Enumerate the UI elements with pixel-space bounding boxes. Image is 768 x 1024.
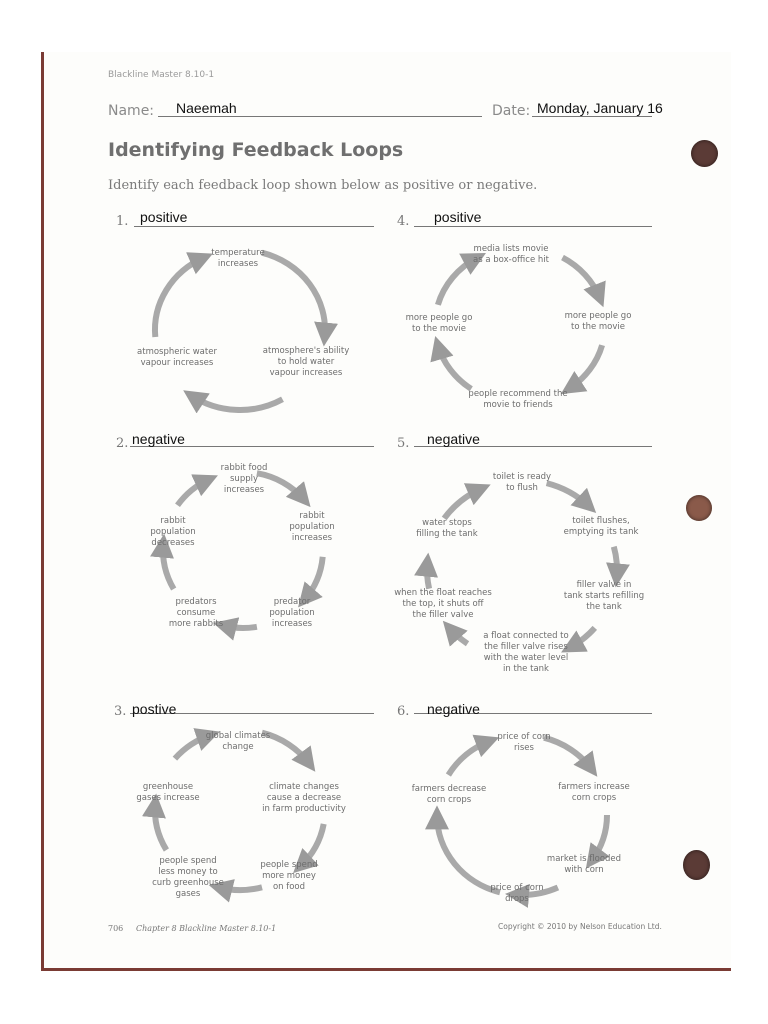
name-label: Name:	[108, 103, 155, 119]
loop-5-step-3: filler valve in tank starts refilling the tank	[563, 580, 645, 612]
loop-1-arrow-2	[191, 396, 282, 411]
loop-5-step-5: when the float reaches the top, it shuts off the filler valve	[394, 588, 492, 620]
loop-4-answer[interactable]: positive	[434, 209, 482, 225]
page-title: Identifying Feedback Loops	[108, 139, 404, 161]
loop-4-step-3: people recommend the movie to friends	[468, 389, 568, 410]
loop-6-step-2: farmers increase corn crops	[558, 782, 630, 803]
loop-2-step-5: rabbit population decreases	[150, 516, 196, 548]
name-value[interactable]: Naeemah	[176, 100, 237, 116]
loop-4-step-1: media lists movie as a box-office hit	[473, 244, 549, 265]
loop-6-step-1: price of corn rises	[497, 732, 551, 753]
loop-6-step-5: farmers decrease corn crops	[411, 784, 487, 805]
loop-5-step-1: toilet is ready to flush	[492, 472, 552, 493]
loop-5-answer[interactable]: negative	[427, 431, 480, 447]
loop-5-arrow-5	[427, 562, 429, 589]
loop-3-step-1: global climates change	[205, 731, 271, 752]
date-label: Date:	[492, 103, 531, 119]
loop-4-arrow-1	[563, 258, 600, 299]
loop-6-answer[interactable]: negative	[427, 701, 480, 717]
loop-2-step-1: rabbit food supply increases	[220, 463, 268, 495]
loop-2-step-2: rabbit population increases	[289, 511, 335, 543]
series-label: Blackline Master 8.10-1	[108, 70, 215, 80]
loop-2-answer[interactable]: negative	[132, 431, 185, 447]
footer-copyright: Copyright © 2010 by Nelson Education Ltd.	[498, 922, 662, 931]
loop-5-step-2: toilet flushes, emptying its tank	[563, 516, 639, 537]
loop-5-step-6: water stops filling the tank	[416, 518, 478, 539]
loop-4-arrow-2	[569, 345, 602, 389]
loop-3-arrow-4	[155, 803, 166, 850]
loop-3-step-2: climate changes cause a decrease in farm productivity	[262, 782, 346, 814]
loop-2-arrow-5	[178, 479, 210, 505]
loop-4-step-4: more people go to the movie	[405, 313, 473, 334]
loop-5-step-4: a float connected to the filler valve rises with the water level in the tank	[483, 631, 569, 674]
loop-1-step-2: atmosphere's ability to hold water vapour increases	[262, 346, 350, 378]
loop-3-step-5: greenhouse gases increase	[136, 782, 200, 803]
footer-page-number: 706	[108, 924, 124, 933]
loop-5-arrow-4	[449, 628, 467, 644]
loop-1-number: 1.	[116, 214, 129, 229]
loop-2-arrow-2	[304, 557, 322, 600]
loop-1-answer[interactable]: positive	[140, 209, 188, 225]
loop-3-step-3: people spend more money on food	[260, 860, 318, 892]
loop-5-arrow-6	[444, 488, 482, 518]
loop-2-number: 2.	[116, 436, 129, 451]
loop-6-arrow-4	[437, 815, 500, 892]
loop-4-step-2: more people go to the movie	[564, 311, 632, 332]
instructions: Identify each feedback loop shown below as positive or negative.	[108, 178, 538, 193]
loop-3-step-4: people spend less money to curb greenhouse gases	[152, 856, 224, 899]
loop-1-step-3: atmospheric water vapour increases	[137, 347, 217, 368]
loop-3-number: 3.	[114, 704, 127, 719]
loop-3-answer[interactable]: postive	[132, 701, 177, 717]
loop-6-number: 6.	[397, 704, 410, 719]
loop-1-arrow-3	[155, 258, 204, 338]
loop-6-step-4: price of corn drops	[490, 883, 544, 904]
loop-2-arrow-4	[163, 543, 174, 589]
loop-4-arrow-3	[438, 345, 471, 389]
date-value[interactable]: Monday, January 16	[537, 100, 663, 116]
loop-5-number: 5.	[397, 436, 410, 451]
loop-2-step-4: predators consume more rabbits	[168, 597, 224, 629]
loop-1-step-1: temperature increases	[211, 248, 265, 269]
loop-6-step-3: market is flooded with corn	[546, 854, 622, 875]
loop-2-step-3: predator population increases	[269, 597, 315, 629]
loop-6-arrow-5	[448, 741, 490, 775]
footer-chapter: Chapter 8 Blackline Master 8.10-1	[136, 924, 277, 933]
loop-4-number: 4.	[397, 214, 410, 229]
loop-5-arrow-2	[614, 547, 617, 578]
